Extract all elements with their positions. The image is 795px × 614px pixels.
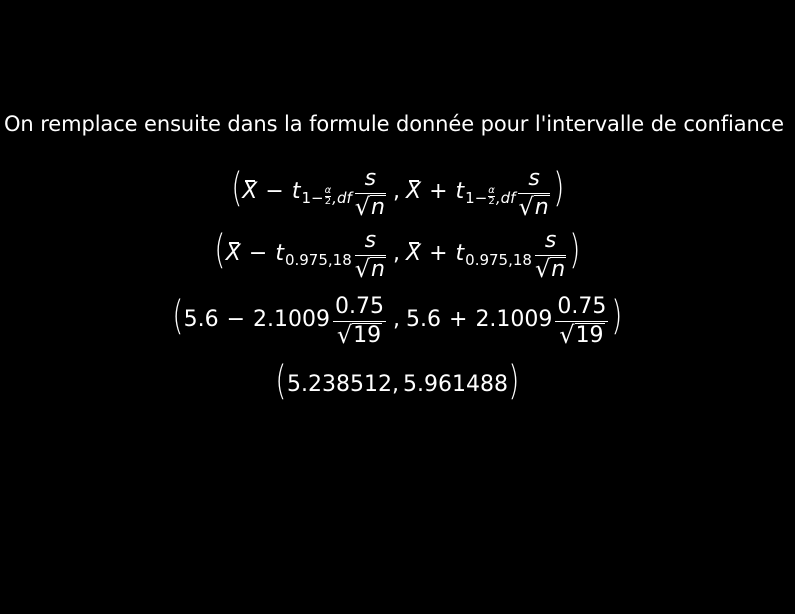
minus-sign: −: [248, 240, 268, 266]
mean-value: 5.6: [406, 306, 441, 332]
close-paren: ): [569, 227, 581, 273]
close-paren: ): [508, 358, 520, 404]
one-minus: 1−: [465, 189, 488, 207]
alpha-over-two: [488, 186, 495, 207]
sqrt-symbol: √: [534, 255, 551, 284]
s-over-sqrt-n: [354, 227, 386, 284]
t-value: 2.1009: [253, 306, 331, 332]
minus-sign: −: [265, 178, 284, 204]
s-symbol: s: [544, 227, 557, 253]
lower-bound: 5.238512: [287, 371, 392, 397]
comma: ,: [393, 240, 400, 266]
df-symbol: ,df: [495, 189, 516, 207]
two: 2: [488, 195, 495, 207]
t-symbol: t: [291, 178, 301, 204]
sqrt-symbol: √: [354, 255, 371, 284]
formula-numeric: [0, 288, 795, 350]
one-minus: 1−: [301, 189, 324, 207]
t-symbol: t: [455, 240, 465, 266]
n-symbol: n: [551, 257, 566, 283]
open-paren: (: [275, 358, 287, 404]
t-symbol: t: [455, 178, 465, 204]
df-symbol: ,df: [332, 189, 352, 207]
s-over-sqrt-n: [518, 165, 549, 222]
sqrt-symbol: √: [518, 193, 534, 222]
alpha-over-two: [325, 186, 332, 207]
minus-sign: −: [226, 306, 246, 332]
alpha-symbol: α: [488, 184, 495, 196]
s-symbol: s: [528, 165, 540, 191]
close-paren: ): [553, 165, 564, 211]
sqrt-symbol: √: [354, 193, 371, 222]
t-value: 2.1009: [475, 306, 553, 332]
n-symbol: n: [534, 195, 549, 221]
comma: ,: [393, 306, 400, 332]
close-paren: ): [611, 293, 623, 339]
open-paren: (: [231, 165, 242, 211]
s-over-sqrt-n-value: [333, 293, 386, 350]
sample-mean-symbol: X: [225, 240, 241, 266]
t-symbol: t: [275, 240, 284, 266]
t-subscript: [465, 184, 516, 209]
plus-sign: +: [429, 178, 448, 204]
s-value: 0.75: [335, 293, 384, 319]
s-over-sqrt-n-value: [555, 293, 608, 350]
plus-sign: +: [429, 240, 448, 266]
plus-sign: +: [449, 306, 468, 332]
two: 2: [324, 195, 332, 207]
t-subscript-value: 0.975,18: [465, 251, 532, 269]
formula-result: [0, 360, 795, 408]
formula-general: [0, 160, 795, 222]
intro-text: On remplace ensuite dans la formule donnée pour l'intervalle de confiance: [4, 112, 784, 136]
n-value: 19: [353, 323, 382, 349]
s-symbol: s: [364, 165, 377, 191]
t-subscript: [301, 184, 352, 209]
s-value: 0.75: [557, 293, 607, 319]
n-symbol: n: [371, 195, 385, 221]
open-paren: (: [214, 227, 226, 273]
sqrt-symbol: √: [336, 321, 353, 350]
n-symbol: n: [371, 257, 385, 283]
alpha-symbol: α: [324, 184, 332, 196]
t-subscript-value: 0.975,18: [284, 251, 352, 269]
comma: ,: [392, 371, 399, 397]
s-over-sqrt-n: [534, 227, 566, 284]
sample-mean-symbol: X: [242, 178, 258, 204]
upper-bound: 5.961488: [403, 371, 508, 397]
comma: ,: [393, 178, 400, 204]
sample-mean-symbol: X: [406, 178, 422, 204]
s-symbol: s: [364, 227, 377, 253]
open-paren: (: [172, 293, 184, 339]
n-value: 19: [575, 323, 604, 349]
sqrt-symbol: √: [559, 321, 575, 350]
sample-mean-symbol: X: [406, 240, 422, 266]
mean-value: 5.6: [183, 306, 219, 332]
formula-with-df: [0, 222, 795, 284]
s-over-sqrt-n: [354, 165, 386, 222]
